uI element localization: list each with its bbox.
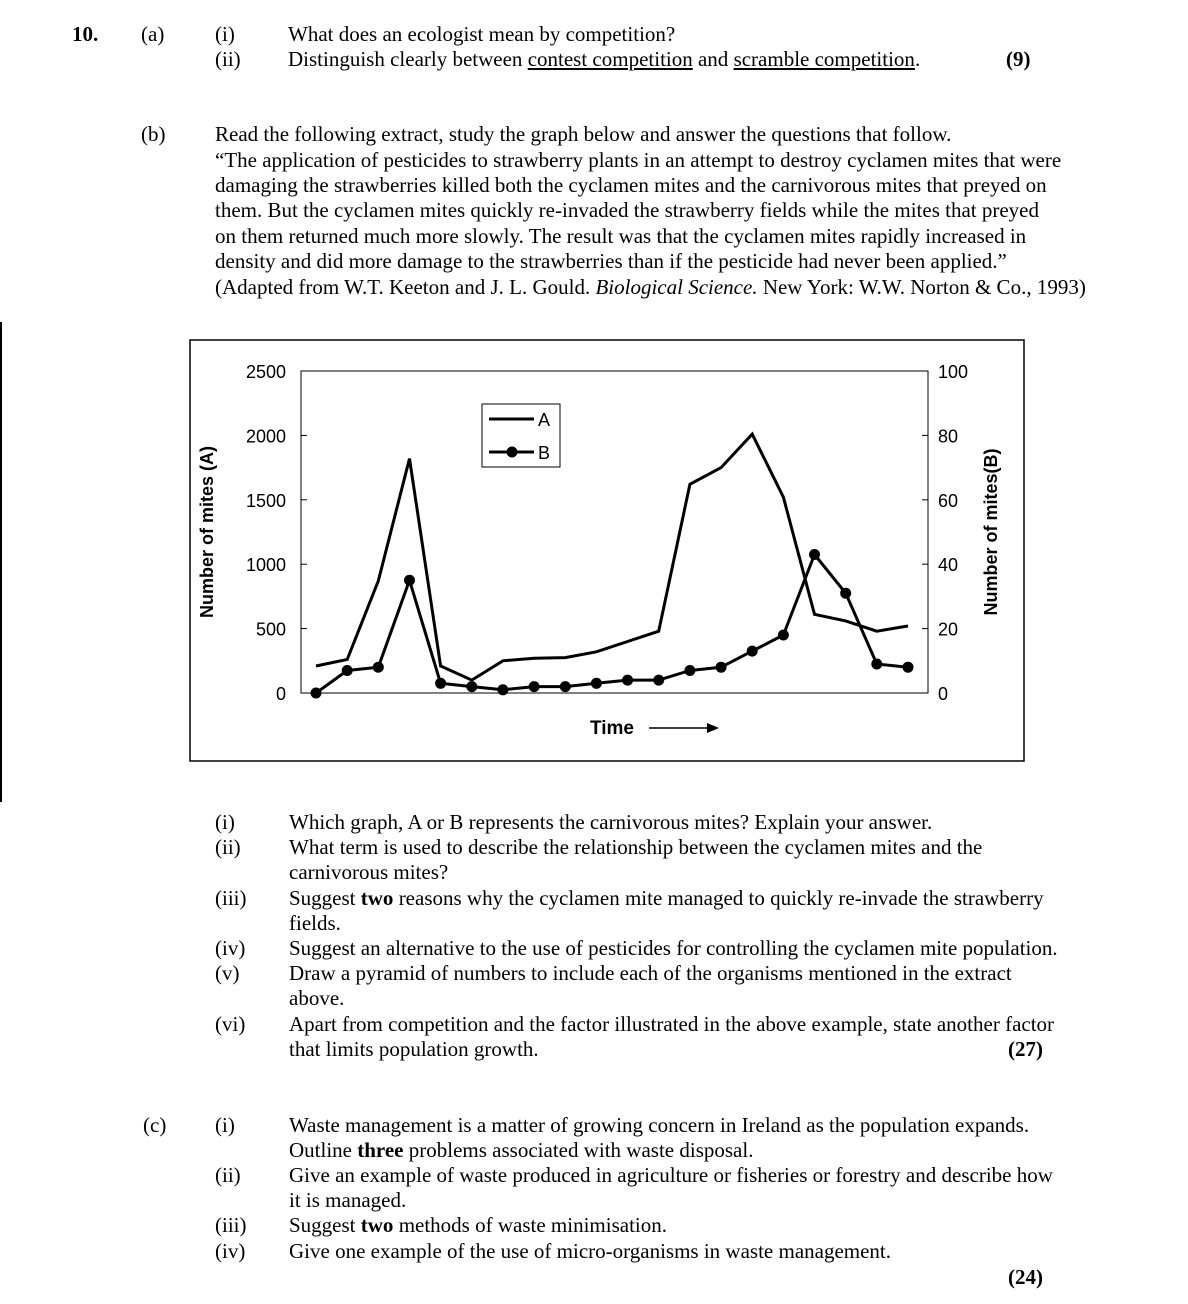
part-c-iv-label: (iv) [215, 1239, 246, 1263]
part-c-ii-text-1: Give an example of waste produced in agriculture or fisheries or forestry and describe how [289, 1163, 1053, 1187]
series-b-point [778, 630, 789, 641]
q-b-iv-label: (iv) [215, 936, 246, 960]
right-axis-label: Number of mites(B) [981, 448, 1001, 616]
part-c-iii-bold: two [360, 1213, 394, 1237]
q-b-iv-text: Suggest an alternative to the use of pesticides for controlling the cyclamen mite population. [289, 936, 1058, 960]
part-a-ii-label: (ii) [215, 47, 241, 71]
right-tick-label: 40 [938, 555, 959, 576]
series-b-point [684, 665, 695, 676]
series-b-point [809, 549, 820, 560]
extract-line-5: density and did more damage to the strawberries than if the pesticide had never been applied.” [215, 249, 1007, 273]
q-b-v-label: (v) [215, 961, 240, 985]
part-a-i-label: (i) [215, 22, 235, 46]
series-b-point [747, 646, 758, 657]
series-b-point [466, 681, 477, 692]
part-c-iii-text [289, 1213, 667, 1238]
part-c-iv-text: Give one example of the use of micro-organisms in waste management. [289, 1239, 892, 1263]
part-c-iii-pre: Suggest [289, 1213, 361, 1237]
series-b-point [591, 678, 602, 689]
source-pre: (Adapted from W.T. Keeton and J. L. Gould. [215, 275, 596, 299]
series-b-point [435, 678, 446, 689]
q-b-iii-bold: two [360, 886, 394, 910]
series-b-point [373, 662, 384, 673]
series-b-point [311, 688, 322, 699]
right-tick-label: 20 [938, 619, 959, 640]
right-tick-label: 0 [938, 684, 949, 704]
part-c-iii-post: methods of waste minimisation. [393, 1213, 667, 1237]
series-b-point [560, 681, 571, 692]
series-b-point [342, 665, 353, 676]
part-c-marks: (24) [1008, 1265, 1043, 1289]
extract-line-4: on them returned much more slowly. The result was that the cyclamen mites rapidly increased in [215, 224, 1027, 248]
part-c-ii-label: (ii) [215, 1163, 241, 1187]
q-b-ii-text-1: What term is used to describe the relationship between the cyclamen mites and the [289, 835, 983, 859]
series-b-point [497, 684, 508, 695]
q-b-iii-text-2: fields. [289, 911, 341, 935]
q-b-iii-text-1 [289, 886, 1044, 911]
q-b-iii-label: (iii) [215, 886, 247, 910]
part-b-intro: Read the following extract, study the graph below and answer the questions that follow. [215, 122, 952, 146]
part-a-ii-post: . [914, 47, 921, 71]
source-post: New York: W.W. Norton & Co., 1993) [757, 275, 1086, 299]
left-tick-label: 2000 [245, 426, 286, 447]
term-scramble-competition: scramble competition [733, 47, 915, 71]
series-b-point [622, 675, 633, 686]
q-b-i-label: (i) [215, 810, 235, 834]
part-c-ii-text-2: it is managed. [289, 1188, 407, 1212]
part-c-label: (c) [143, 1113, 167, 1137]
q-b-vi-text-2: that limits population growth. [289, 1037, 539, 1061]
right-tick-label: 100 [938, 362, 969, 382]
x-axis-label: Time [589, 718, 635, 739]
q-b-vi-label: (vi) [215, 1012, 246, 1036]
part-a-ii-pre: Distinguish clearly between [288, 47, 528, 71]
left-tick-label: 2500 [245, 362, 286, 382]
part-c-i-text-1: Waste management is a matter of growing concern in Ireland as the population expands. [289, 1113, 1030, 1137]
part-c-i-label: (i) [215, 1113, 235, 1137]
part-b-label: (b) [141, 122, 166, 146]
part-a-i-text: What does an ecologist mean by competition? [288, 22, 676, 46]
q-b-v-text-2: above. [289, 986, 345, 1010]
part-c-i-text-2 [289, 1138, 753, 1163]
part-c-iii-label: (iii) [215, 1213, 247, 1237]
left-tick-label: 1500 [245, 490, 286, 511]
series-b-point [653, 675, 664, 686]
q-b-ii-text-2: carnivorous mites? [289, 860, 449, 884]
q-b-i-text: Which graph, A or B represents the carnivorous mites? Explain your answer. [289, 810, 933, 834]
question-number: 10. [72, 22, 99, 46]
right-tick-label: 60 [938, 490, 959, 511]
series-b-point [404, 575, 415, 586]
series-b-point [716, 662, 727, 673]
extract-source [215, 275, 1086, 300]
part-a-ii-text [288, 47, 920, 72]
part-a-ii-mid: and [692, 47, 734, 71]
series-b-point [903, 662, 914, 673]
legend-label-a: A [538, 410, 551, 430]
extract-line-3: them. But the cyclamen mites quickly re-invaded the strawberry fields while the mites that preyed [215, 198, 1039, 222]
series-b-point [840, 588, 851, 599]
legend-label-b: B [538, 443, 551, 463]
part-c-i-pre: Outline [289, 1138, 358, 1162]
part-c-i-bold: three [357, 1138, 404, 1162]
part-a-marks: (9) [1006, 47, 1031, 71]
left-tick-label: 0 [275, 684, 286, 704]
extract-line-1: “The application of pesticides to strawberry plants in an attempt to destroy cyclamen mites that were [215, 148, 1062, 172]
q-b-ii-label: (ii) [215, 835, 241, 859]
q-b-iii-post: reasons why the cyclamen mite managed to quickly re-invade the strawberry [393, 886, 1044, 910]
q-b-v-text-1: Draw a pyramid of numbers to include each of the organisms mentioned in the extract [289, 961, 1012, 985]
extract-line-2: damaging the strawberries killed both the cyclamen mites and the carnivorous mites that preyed on [215, 173, 1047, 197]
left-tick-label: 1000 [245, 555, 286, 576]
q-b-vi-text-1: Apart from competition and the factor illustrated in the above example, state another factor [289, 1012, 1055, 1036]
part-c-i-post: problems associated with waste disposal. [403, 1138, 754, 1162]
left-axis-label: Number of mites (A) [197, 445, 217, 619]
part-b-marks: (27) [1008, 1037, 1043, 1061]
mites-population-chart [189, 339, 1025, 762]
q-b-iii-pre: Suggest [289, 886, 361, 910]
series-b-point [871, 659, 882, 670]
series-b-point [529, 681, 540, 692]
term-contest-competition: contest competition [527, 47, 693, 71]
left-margin-rule [0, 322, 2, 802]
right-tick-label: 80 [938, 426, 959, 447]
part-a-label: (a) [141, 22, 165, 46]
source-title: Biological Science. [595, 275, 758, 299]
legend-marker-b [507, 447, 518, 458]
left-tick-label: 500 [255, 619, 286, 640]
